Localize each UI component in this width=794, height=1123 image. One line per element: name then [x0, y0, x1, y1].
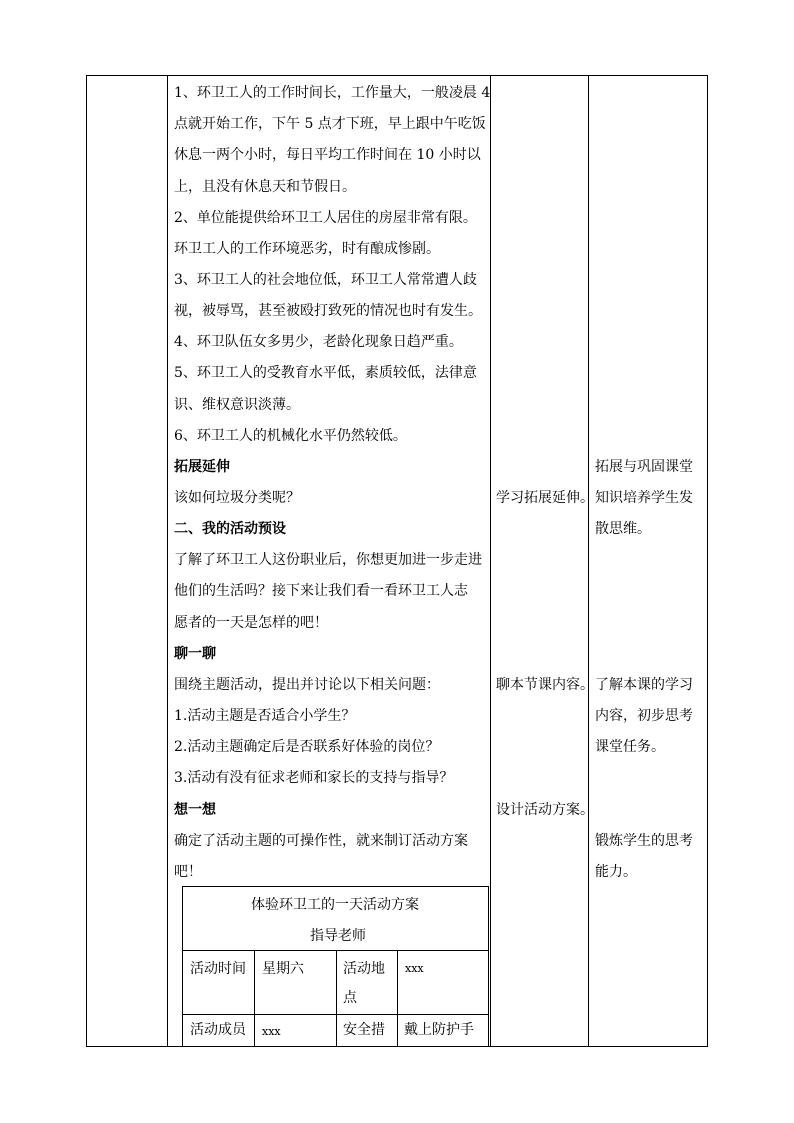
student-activity-item: 设计活动方案。	[496, 802, 594, 818]
paragraph-line: 3、环卫工人的社会地位低，环卫工人常常遭人歧	[174, 272, 477, 288]
paragraph-line: 1、环卫工人的工作时间长，工作量大，一般凌晨 4	[174, 85, 491, 101]
paragraph-line: 2、单位能提供给环卫工人居住的房屋非常有限。	[174, 210, 477, 226]
paragraph-line: 了解了环卫工人这份职业后，你想更加进一步走进	[174, 552, 482, 568]
column-divider-3	[588, 75, 589, 1047]
paragraph-line: 5、环卫工人的受教育水平低，素质较低，法律意	[174, 365, 477, 381]
outer-left-border	[86, 75, 87, 1047]
paragraph-line: 确定了活动主题的可操作性，就来制订活动方案	[174, 833, 468, 849]
paragraph-line: 视，被辱骂，甚至被殴打致死的情况也时有发生。	[174, 303, 482, 319]
plan-table-left-border	[182, 886, 183, 1046]
design-intent-line: 课堂任务。	[595, 739, 665, 755]
question-item: 3.活动有没有征求老师和家长的支持与指导？	[174, 770, 454, 786]
design-intent-line: 锻炼学生的思考	[595, 833, 693, 849]
paragraph-line: 点就开始工作，下午 5 点才下班，早上跟中午吃饭	[174, 116, 486, 132]
plan-table-teacher-label: 指导老师	[310, 928, 366, 944]
plan-cell-members-value: xxx	[262, 1025, 281, 1038]
plan-table-title: 体验环卫工的一天活动方案	[251, 897, 419, 913]
student-activity-item: 聊本节课内容。	[496, 677, 594, 693]
paragraph-line: 休息一两个小时，每日平均工作时间在 10 小时以	[174, 147, 481, 163]
paragraph-line: 围绕主题活动，提出并讨论以下相关问题：	[174, 677, 440, 693]
paragraph-line: 吧！	[174, 864, 202, 880]
plan-table-col-divider	[397, 950, 398, 1046]
plan-table-right-border	[488, 886, 489, 1046]
outer-bottom-border	[86, 1046, 708, 1047]
paragraph-line: 该如何垃圾分类呢？	[174, 490, 300, 506]
plan-table-col-divider	[336, 950, 337, 1046]
outer-right-border	[707, 75, 708, 1047]
plan-cell-safety-label: 安全措	[343, 1022, 385, 1038]
design-intent-line: 能力。	[595, 864, 637, 880]
paragraph-line: 他们的生活吗？接下来让我们看一看环卫工人志	[174, 583, 468, 599]
paragraph-line: 6、环卫工人的机械化水平仍然较低。	[174, 428, 407, 444]
paragraph-line: 4、环卫队伍女多男少，老龄化现象日趋严重。	[174, 334, 463, 350]
section-heading-think: 想一想	[174, 802, 216, 818]
design-intent-line: 散思维。	[595, 521, 651, 537]
design-intent-line: 拓展与巩固课堂	[595, 459, 693, 475]
plan-cell-location-label-cont: 点	[343, 990, 357, 1006]
design-intent-line: 知识培养学生发	[595, 490, 693, 506]
plan-table-top-border	[182, 886, 489, 887]
outer-top-border	[86, 75, 708, 76]
plan-table-col-divider	[254, 950, 255, 1046]
section-heading-activity-plan: 二、我的活动预设	[174, 521, 286, 537]
plan-cell-time-label: 活动时间	[190, 961, 246, 977]
column-divider-2	[490, 75, 491, 1047]
column-divider-1	[167, 75, 168, 1047]
question-item: 1.活动主题是否适合小学生？	[174, 708, 356, 724]
paragraph-line: 环卫工人的工作环境恶劣，时有酿成惨剧。	[174, 241, 440, 257]
section-heading-chat: 聊一聊	[174, 646, 216, 662]
paragraph-line: 上，且没有休息天和节假日。	[174, 179, 356, 195]
plan-cell-time-value: 星期六	[262, 961, 304, 977]
student-activity-item: 学习拓展延伸。	[496, 490, 594, 506]
paragraph-line: 愿者的一天是怎样的吧！	[174, 615, 328, 631]
plan-cell-members-label: 活动成员	[190, 1022, 246, 1038]
section-heading-extension: 拓展延伸	[174, 459, 230, 475]
plan-cell-safety-value: 戴上防护手	[404, 1022, 474, 1038]
design-intent-line: 了解本课的学习	[595, 677, 693, 693]
plan-cell-location-label: 活动地	[343, 961, 385, 977]
plan-cell-location-value: xxx	[405, 962, 424, 975]
design-intent-line: 内容，初步思考	[595, 708, 693, 724]
paragraph-line: 识、维权意识淡薄。	[174, 397, 300, 413]
question-item: 2.活动主题确定后是否联系好体验的岗位？	[174, 739, 440, 755]
